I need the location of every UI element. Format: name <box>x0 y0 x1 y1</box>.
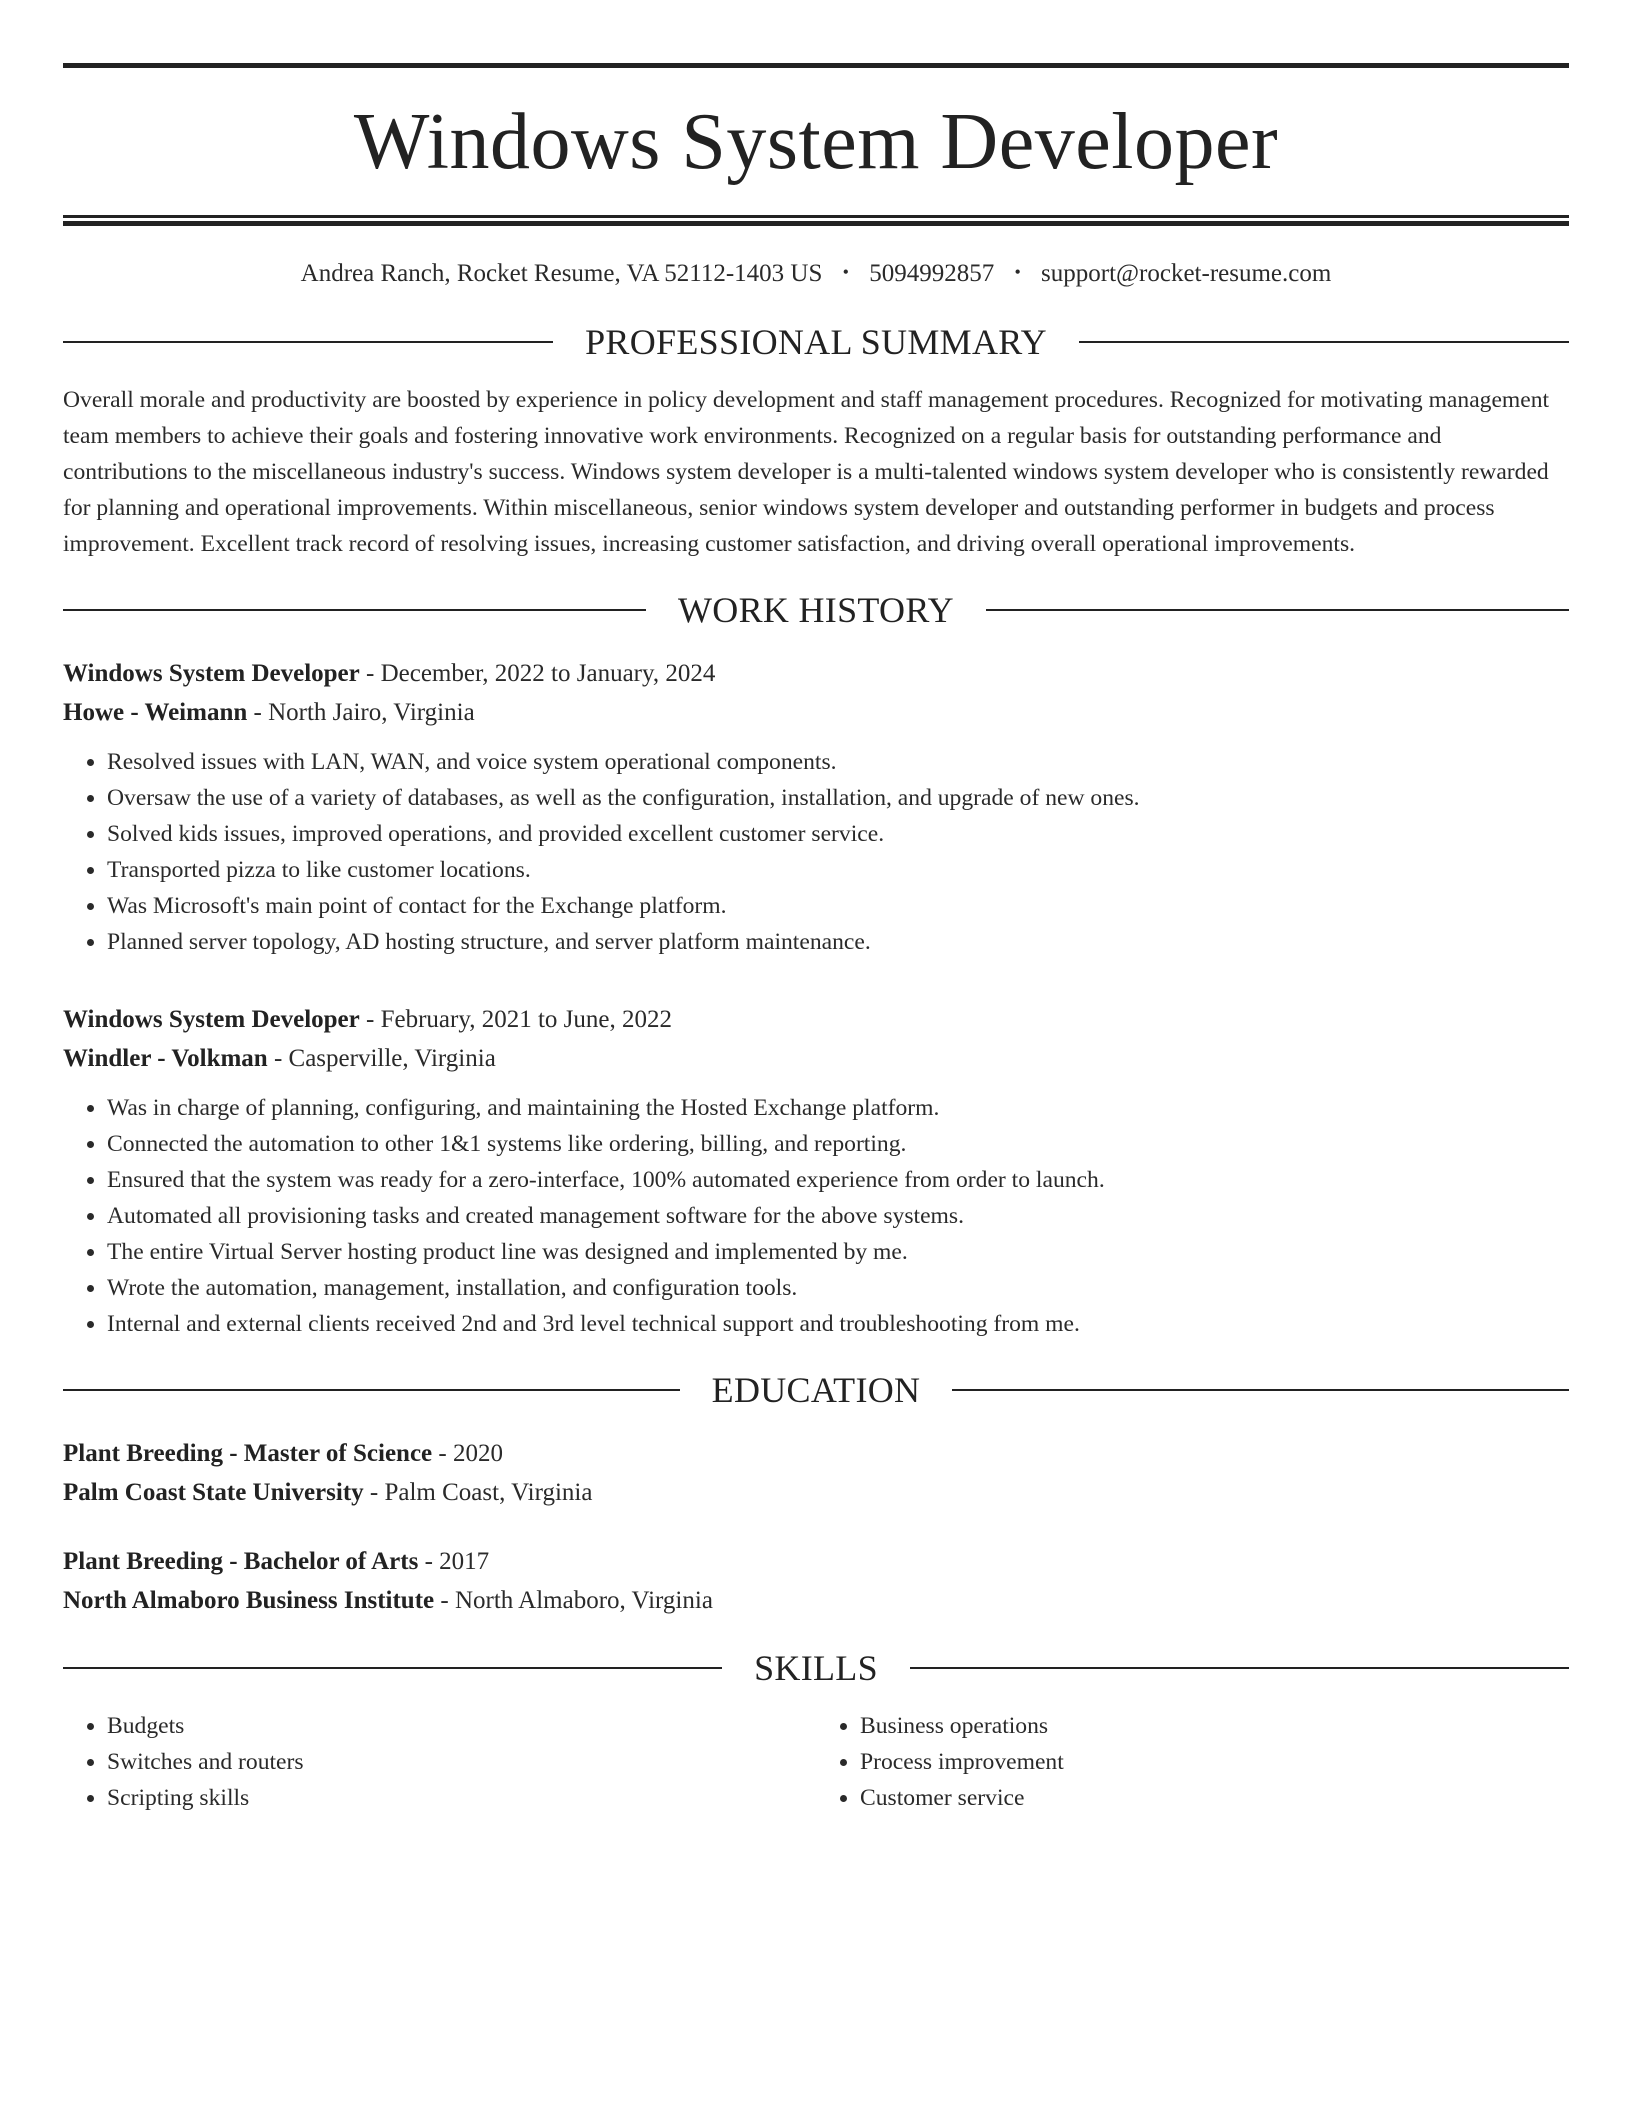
job-company-line <box>63 1039 1569 1078</box>
job-company: Howe - Weimann <box>63 699 248 726</box>
section-title: PROFESSIONAL SUMMARY <box>585 322 1047 362</box>
list-item: • Oversaw the use of a variety of databases, as well as the configuration, installation, and upgrade of new ones. <box>107 780 1569 816</box>
section-title: SKILLS <box>754 1648 878 1688</box>
resume-name: Windows System Developer <box>353 98 1279 186</box>
skills-section-header <box>63 1650 1569 1686</box>
degree: Plant Breeding - Master of Science <box>63 1440 433 1467</box>
summary-text: Overall morale and productivity are boosted by experience in policy development and staff management procedures. Recognized for motivating management team members to achieve their goals and fostering innovative work environments. Recognized on a regular basis for outstanding performance and contributions to the miscellaneous industry's success. Windows system developer is a multi-talented windows system developer who is consistently rewarded for planning and operational improvements. Within miscellaneous, senior windows system developer and outstanding performer in budgets and process improvement. Excellent track record of resolving issues, increasing customer satisfaction, and driving overall operational improvements. <box>63 387 1550 557</box>
top-rule <box>63 63 1569 68</box>
divider <box>63 609 646 611</box>
double-rule <box>63 215 1569 226</box>
skill-item: • Scripting skills <box>107 1780 816 1816</box>
education-entry <box>63 1542 1569 1620</box>
skill-item: • Switches and routers <box>107 1744 816 1780</box>
list-item: • The entire Virtual Server hosting product line was designed and implemented by me. <box>107 1234 1569 1270</box>
contact-separator: • <box>842 262 849 282</box>
list-item: • Solved kids issues, improved operations, and provided excellent customer service. <box>107 816 1569 852</box>
divider <box>986 609 1569 611</box>
section-title: EDUCATION <box>711 1370 921 1410</box>
divider <box>63 1389 680 1391</box>
list-item: • Planned server topology, AD hosting structure, and server platform maintenance. <box>107 924 1569 960</box>
school-line <box>63 1473 1569 1512</box>
list-item: • Ensured that the system was ready for a zero-interface, 100% automated experience from order to launch. <box>107 1162 1569 1198</box>
school-line <box>63 1581 1569 1620</box>
divider <box>1079 341 1569 343</box>
list-item: • Wrote the automation, management, installation, and configuration tools. <box>107 1270 1569 1306</box>
job-bullets <box>63 744 1569 960</box>
skill-item: • Process improvement <box>860 1744 1569 1780</box>
school: North Almaboro Business Institute <box>63 1587 435 1614</box>
job-location: - North Jairo, Virginia <box>247 699 475 726</box>
job-title: Windows System Developer <box>63 1006 360 1033</box>
contact-address: Andrea Ranch, Rocket Resume, VA 52112-1403 US <box>300 260 823 287</box>
job-entry <box>63 1000 1569 1342</box>
job-dates: - February, 2021 to June, 2022 <box>359 1006 672 1033</box>
job-title: Windows System Developer <box>63 660 360 687</box>
skill-item: • Budgets <box>107 1708 816 1744</box>
job-title-line <box>63 1000 1569 1039</box>
school: Palm Coast State University <box>63 1479 364 1506</box>
list-item: • Transported pizza to like customer locations. <box>107 852 1569 888</box>
education-entry <box>63 1434 1569 1512</box>
degree-line <box>63 1542 1569 1581</box>
work-section-header <box>63 592 1569 628</box>
divider <box>63 1667 722 1669</box>
degree-line <box>63 1434 1569 1473</box>
job-title-line <box>63 654 1569 693</box>
list-item: • Was in charge of planning, configuring, and maintaining the Hosted Exchange platform. <box>107 1090 1569 1126</box>
degree-year: - 2020 <box>432 1440 503 1467</box>
job-location: - Casperville, Virginia <box>267 1045 496 1072</box>
job-company-line <box>63 693 1569 732</box>
degree: Plant Breeding - Bachelor of Arts <box>63 1548 419 1575</box>
contact-phone: 5094992857 <box>869 260 995 287</box>
skill-item: • Customer service <box>860 1780 1569 1816</box>
contact-line <box>63 260 1569 288</box>
divider <box>910 1667 1569 1669</box>
skills-column-left <box>63 1708 816 1816</box>
divider <box>952 1389 1569 1391</box>
contact-email: support@rocket-resume.com <box>1041 260 1332 287</box>
skills-list <box>63 1708 1569 1816</box>
section-title: WORK HISTORY <box>678 590 954 630</box>
list-item: • Resolved issues with LAN, WAN, and voice system operational components. <box>107 744 1569 780</box>
job-bullets <box>63 1090 1569 1342</box>
skills-column-right <box>816 1708 1569 1816</box>
list-item: • Internal and external clients received 2nd and 3rd level technical support and troubleshooting from me. <box>107 1306 1569 1342</box>
list-item: • Was Microsoft's main point of contact for the Exchange platform. <box>107 888 1569 924</box>
job-company: Windler - Volkman <box>63 1045 268 1072</box>
job-entry <box>63 654 1569 960</box>
degree-year: - 2017 <box>418 1548 490 1575</box>
skill-item: • Business operations <box>860 1708 1569 1744</box>
education-section-header <box>63 1372 1569 1408</box>
job-dates: - December, 2022 to January, 2024 <box>359 660 716 687</box>
divider <box>63 341 553 343</box>
list-item: • Connected the automation to other 1&1 systems like ordering, billing, and reporting. <box>107 1126 1569 1162</box>
list-item: • Automated all provisioning tasks and created management software for the above systems. <box>107 1198 1569 1234</box>
summary-section-header <box>63 324 1569 360</box>
school-location: - North Almaboro, Virginia <box>434 1587 713 1614</box>
contact-separator: • <box>1014 262 1021 282</box>
school-location: - Palm Coast, Virginia <box>363 1479 593 1506</box>
